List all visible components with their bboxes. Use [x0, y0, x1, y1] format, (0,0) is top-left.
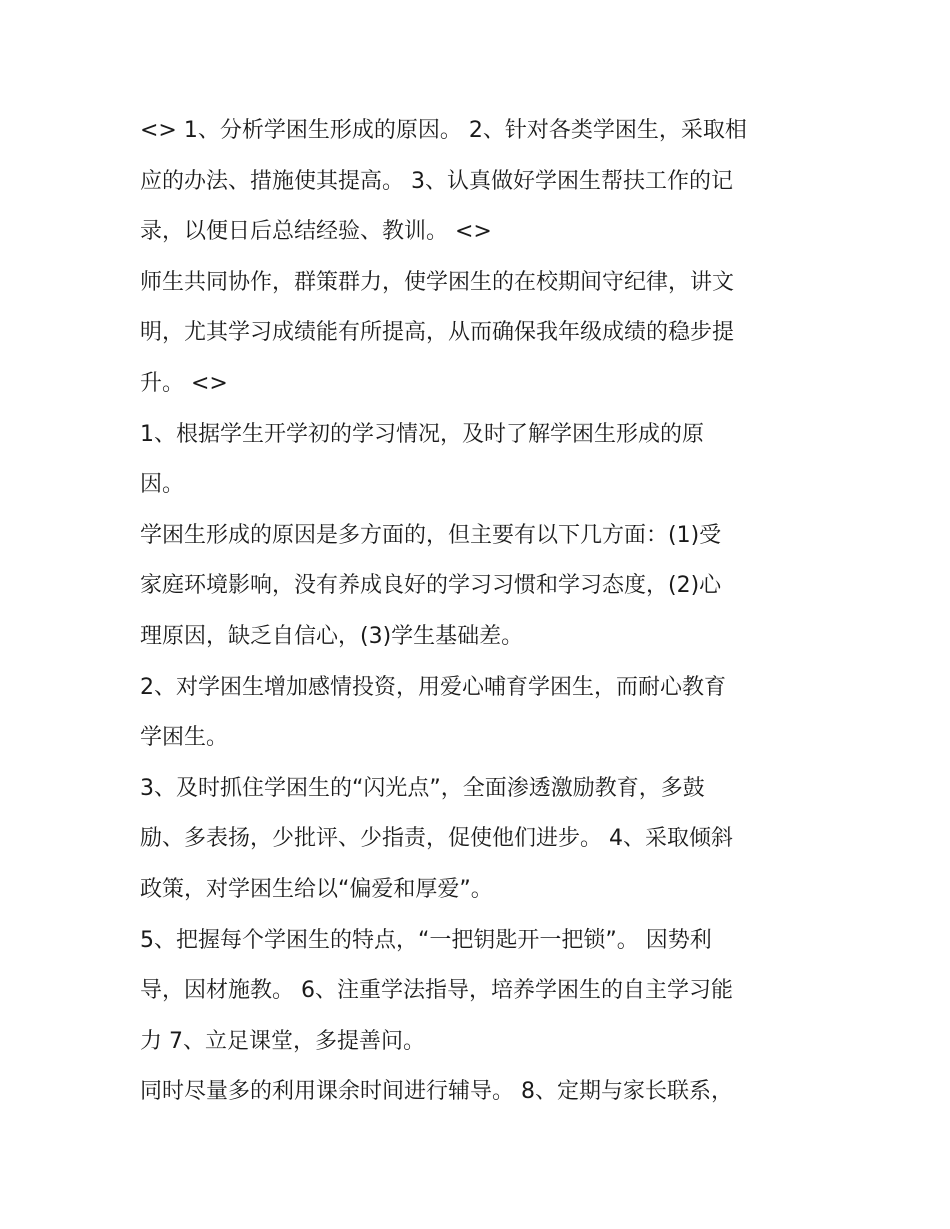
text-line: 政策，对学困生给以“偏爱和厚爱”。 [140, 876, 493, 902]
paragraph-4 [140, 511, 830, 663]
text-line: 升。 <> [140, 370, 228, 396]
text-line: 励、多表扬，少批评、少指责，促使他们进步。 4、采取倾斜 [140, 826, 733, 852]
paragraph-6 [140, 764, 830, 916]
paragraph-7 [140, 916, 830, 1068]
paragraph-2 [140, 258, 830, 410]
text-line: 1、根据学生开学初的学习情况，及时了解学困生形成的原 [140, 421, 704, 447]
text-line: 3、及时抓住学困生的“闪光点”，全面渗透激励教育，多鼓 [140, 775, 705, 801]
paragraph-1 [140, 106, 830, 258]
text-line: 学困生形成的原因是多方面的，但主要有以下几方面：(1)受 [140, 522, 722, 548]
paragraph-5 [140, 663, 830, 764]
text-line: 同时尽量多的利用课余时间进行辅导。 8、定期与家长联系， [140, 1079, 733, 1105]
text-line: 5、把握每个学困生的特点，“一把钥匙开一把锁”。 因势利 [140, 927, 712, 953]
text-line: 录，以便日后总结经验、教训。 <> [140, 219, 492, 245]
text-line: 导，因材施教。 6、注重学法指导，培养学困生的自主学习能 [140, 978, 733, 1004]
text-line: 因。 [140, 472, 185, 498]
text-line: 师生共同协作，群策群力，使学困生的在校期间守纪律，讲文 [140, 269, 735, 295]
text-line: 应的办法、措施使其提高。 3、认真做好学困生帮扶工作的记 [140, 168, 733, 194]
text-line: 2、对学困生增加感情投资，用爱心哺育学困生，而耐心教育 [140, 674, 726, 700]
text-line: 家庭环境影响，没有养成良好的学习习惯和学习态度，(2)心 [140, 573, 722, 599]
text-line: 学困生。 [140, 725, 229, 751]
document-body [140, 106, 830, 1118]
text-line: 力 7、立足课堂，多提善问。 [140, 1028, 425, 1054]
text-line: 理原因，缺乏自信心，(3)学生基础差。 [140, 623, 524, 649]
paragraph-8 [140, 1067, 830, 1118]
paragraph-3 [140, 410, 830, 511]
text-line: 明，尤其学习成绩能有所提高，从而确保我年级成绩的稳步提 [140, 320, 735, 346]
text-line: <> 1、分析学困生形成的原因。 2、针对各类学困生，采取相 [140, 118, 747, 143]
